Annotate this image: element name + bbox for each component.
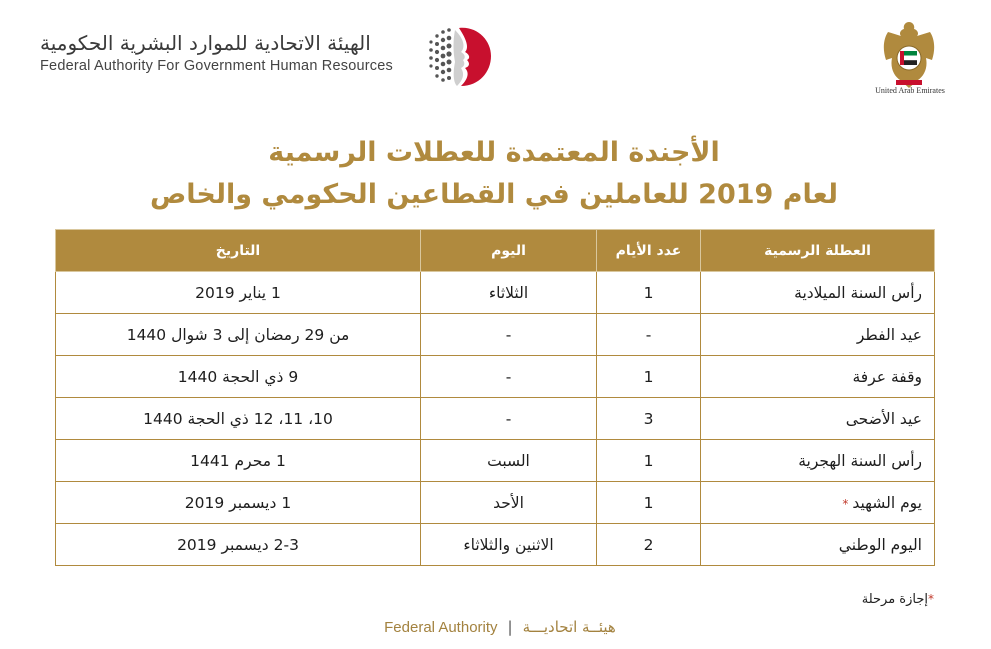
holiday-name: يوم الشهيد [852, 493, 922, 512]
header-days: عدد الأيام [597, 230, 701, 272]
holiday-date: 2-3 ديسمبر 2019 [56, 524, 421, 566]
table-row [56, 440, 935, 482]
holiday-weekday: - [421, 314, 597, 356]
footnote-marker: * [928, 592, 934, 606]
emblem-caption: United Arab Emirates [875, 86, 945, 95]
footer-arabic: هيئــة اتحاديـــة [522, 618, 616, 636]
table-row [56, 398, 935, 440]
holiday-days: 1 [597, 272, 701, 314]
holiday-date: 1 يناير 2019 [56, 272, 421, 314]
holiday-name: اليوم الوطني [701, 524, 935, 566]
header-weekday: اليوم [421, 230, 597, 272]
holiday-days: - [597, 314, 701, 356]
holiday-name: عيد الأضحى [701, 398, 935, 440]
page-title [60, 132, 928, 216]
holidays-table [55, 229, 935, 566]
title-line-1: الأجندة المعتمدة للعطلات الرسمية [268, 137, 720, 168]
page-header [0, 0, 991, 110]
footer-english: Federal Authority [384, 619, 498, 636]
holiday-weekday: الاثنين والثلاثاء [421, 524, 597, 566]
org-name-english: Federal Authority For Government Human Resources [40, 58, 393, 74]
footer-separator: | [507, 618, 513, 636]
holiday-weekday: - [421, 398, 597, 440]
staggered-holiday-marker: * [842, 496, 849, 511]
holiday-days: 1 [597, 356, 701, 398]
holiday-name: وقفة عرفة [701, 356, 935, 398]
holiday-name: عيد الفطر [701, 314, 935, 356]
holiday-name-cell [701, 482, 935, 524]
holiday-days: 3 [597, 398, 701, 440]
header-holiday: العطلة الرسمية [701, 230, 935, 272]
footnote [780, 592, 934, 607]
holiday-weekday: الأحد [421, 482, 597, 524]
table-row [56, 524, 935, 566]
holiday-days: 1 [597, 440, 701, 482]
fahr-brand-text [40, 30, 420, 74]
holiday-name: رأس السنة الهجرية [701, 440, 935, 482]
holiday-date: من 29 رمضان إلى 3 شوال 1440 [56, 314, 421, 356]
uae-falcon-emblem-icon [878, 18, 940, 96]
holiday-date: 1 محرم 1441 [56, 440, 421, 482]
org-name-arabic: الهيئة الاتحادية للموارد البشرية الحكومية [40, 31, 371, 55]
holiday-name: رأس السنة الميلادية [701, 272, 935, 314]
holiday-weekday: - [421, 356, 597, 398]
holiday-date: 10، 11، 12 ذي الحجة 1440 [56, 398, 421, 440]
page-footer [360, 618, 640, 636]
holiday-days: 1 [597, 482, 701, 524]
header-date: التاريخ [56, 230, 421, 272]
table-row [56, 356, 935, 398]
table-row [56, 482, 935, 524]
table-row [56, 272, 935, 314]
holiday-weekday: الثلاثاء [421, 272, 597, 314]
holiday-date: 9 ذي الحجة 1440 [56, 356, 421, 398]
fahr-profile-logo-icon [425, 22, 493, 90]
holiday-days: 2 [597, 524, 701, 566]
title-line-2: لعام 2019 للعاملين في القطاعين الحكومي والخاص [149, 179, 839, 210]
footnote-text: إجازة مرحلة [861, 592, 928, 607]
holiday-weekday: السبت [421, 440, 597, 482]
table-header-row [56, 230, 935, 272]
holiday-date: 1 ديسمبر 2019 [56, 482, 421, 524]
table-row [56, 314, 935, 356]
